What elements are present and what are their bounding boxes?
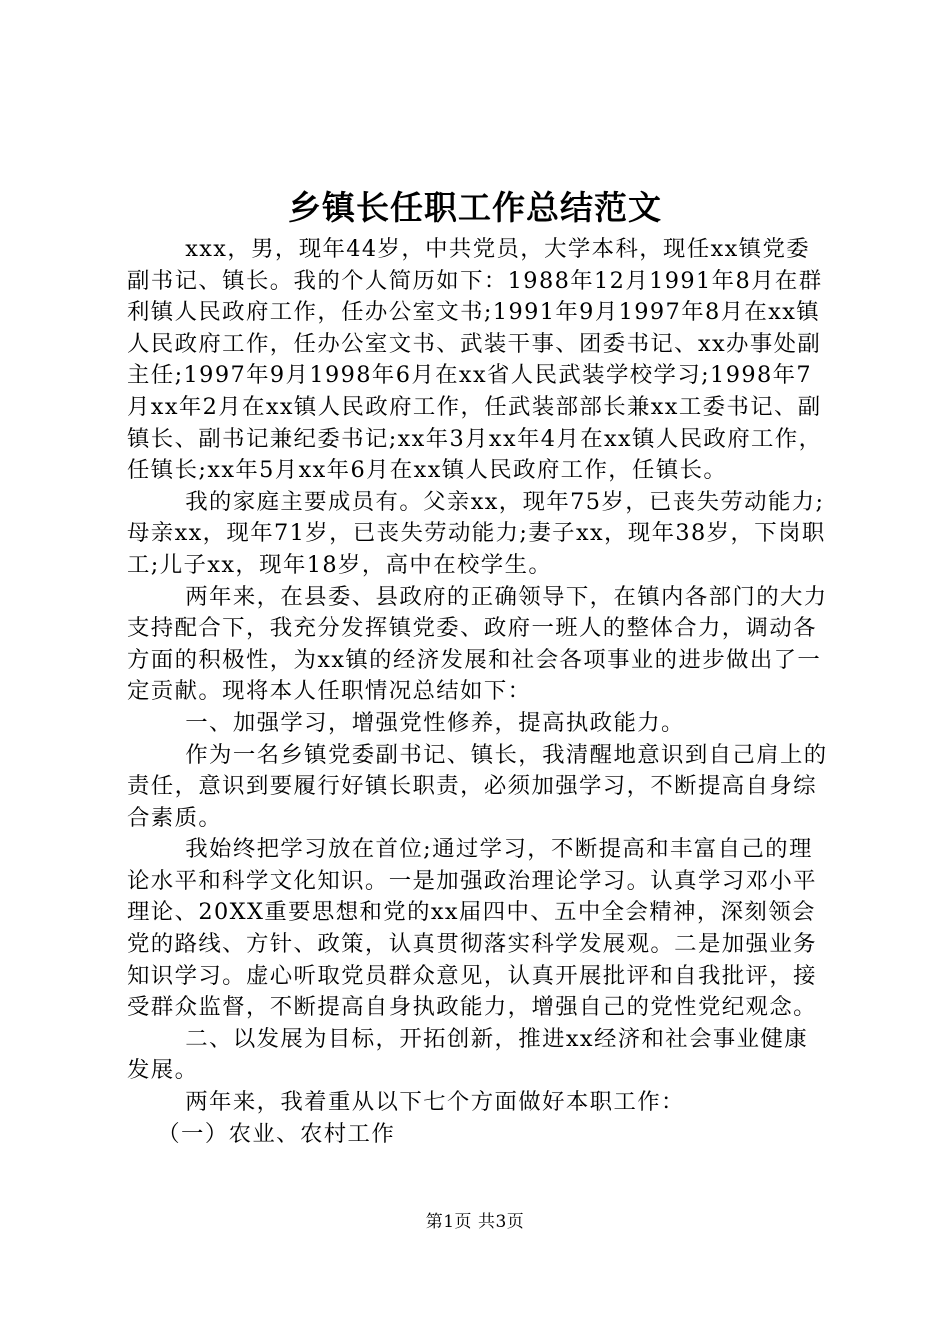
paragraph-resume: xxx，男，现年44岁，中共党员，大学本科，现任xx镇党委副书记、镇长。我的个人简历如下：1988年12月1991年8月在群利镇人民政府工作，任办公室文书;1991年9月1997年8月在xx镇人民政府工作，任办公室文书、武装干事、团委书记、xx办事处副主任;1997年9月1998年6月在xx省人民武装学校学习;1998年7月xx年2月在xx镇人民政府工作，任武装部部长兼xx工委书记、副镇长、副书记兼纪委书记;xx年3月xx年4月在xx镇人民政府工作，任镇长;xx年5月xx年6月在xx镇人民政府工作，任镇长。: [127, 236, 823, 484]
page-indicator: 第1页 共3页: [425, 1212, 525, 1232]
document-body: [127, 234, 829, 1150]
paragraph-family: 我的家庭主要成员有。父亲xx，现年75岁，已丧失劳动能力;母亲xx，现年71岁，已丧失劳动能力;妻子xx，现年38岁，下岗职工;儿子xx，现年18岁，高中在校学生。: [127, 488, 826, 578]
paragraph-seven-aspects: 两年来，我着重从以下七个方面做好本职工作：: [185, 1089, 685, 1116]
paragraph-responsibility: 作为一名乡镇党委副书记、镇长，我清醒地意识到自己肩上的责任，意识到要履行好镇长职责，必须加强学习，不断提高自身综合素质。: [127, 741, 828, 831]
paragraph-study: 我始终把学习放在首位;通过学习，不断提高和丰富自己的理论水平和科学文化知识。一是加强政治理论学习。认真学习邓小平理论、20XX重要思想和党的xx届四中、五中全会精神，深刻领会党的路线、方针、政策，认真贯彻落实科学发展观。二是加强业务知识学习。虚心听取党员群众意见，认真开展批评和自我批评，接受群众监督，不断提高自身执政能力，增强自己的党性党纪观念。: [127, 836, 817, 1021]
section-heading-1: 一、加强学习，增强党性修养，提高执政能力。: [185, 709, 685, 736]
paragraph-intro: 两年来，在县委、县政府的正确领导下，在镇内各部门的大力支持配合下，我充分发挥镇党委、政府一班人的整体合力，调动各方面的积极性，为xx镇的经济发展和社会各项事业的进步做出了一定贡献。现将本人任职情况总结如下：: [127, 583, 828, 705]
section-heading-2: 二、以发展为目标，开拓创新，推进xx经济和社会事业健康发展。: [127, 1025, 809, 1084]
subsection-heading-agriculture: （一）农业、农村工作: [157, 1120, 396, 1147]
document-title: 乡镇长任职工作总结范文: [288, 188, 662, 227]
